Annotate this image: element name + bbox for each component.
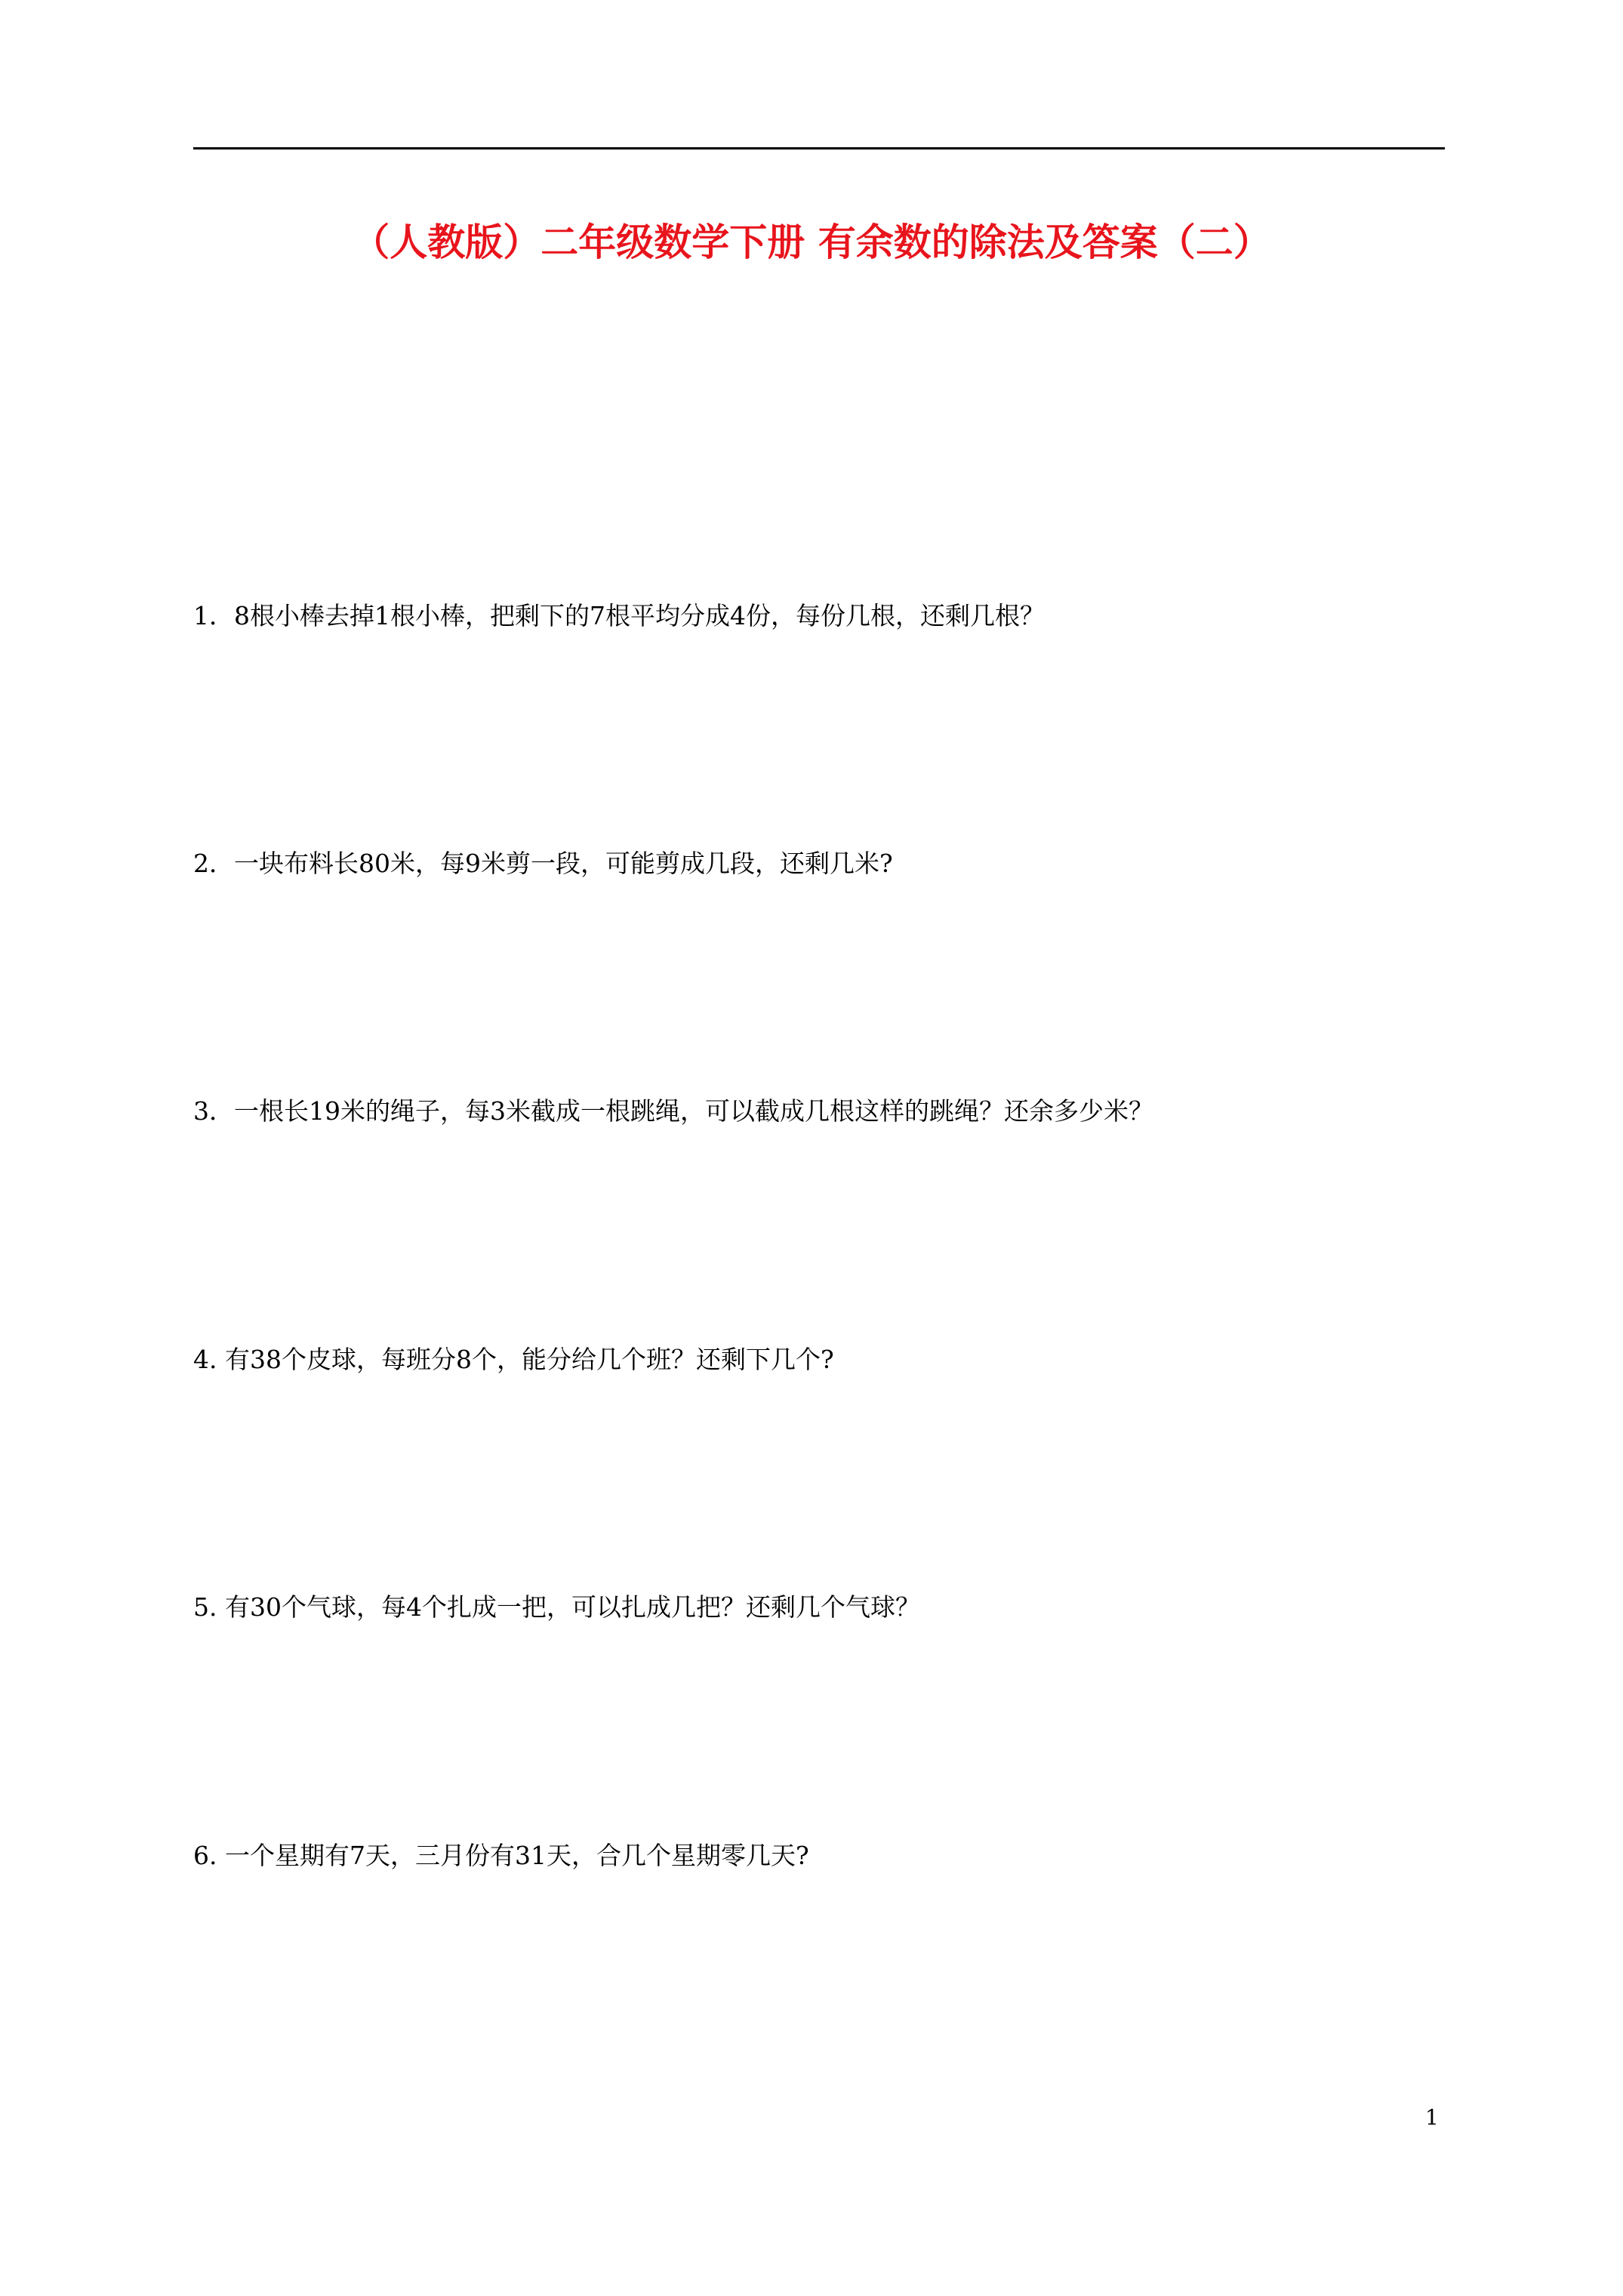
question-number: 6. bbox=[193, 1841, 225, 1870]
question-text: 8根小棒去掉1根小棒，把剩下的7根平均分成4份，每份几根，还剩几根？ bbox=[234, 601, 1045, 630]
header-rule bbox=[193, 147, 1445, 149]
page-number: 1 bbox=[1425, 2105, 1439, 2130]
question-1 bbox=[193, 599, 1045, 633]
question-number: 1． bbox=[193, 601, 234, 630]
question-text: 一根长19米的绳子，每3米截成一根跳绳，可以截成几根这样的跳绳？还余多少米？ bbox=[234, 1096, 1153, 1126]
question-number: 5. bbox=[193, 1592, 225, 1622]
document-title: （人教版）二年级数学下册 有余数的除法及答案（二） bbox=[352, 220, 1271, 264]
question-number: 2． bbox=[193, 849, 234, 878]
question-2 bbox=[193, 846, 893, 881]
question-text: 一块布料长80米，每9米剪一段，可能剪成几段，还剩几米? bbox=[234, 849, 893, 878]
question-3 bbox=[193, 1094, 1153, 1129]
question-text: 有38个皮球，每班分8个，能分给几个班？还剩下几个? bbox=[224, 1345, 834, 1374]
question-5 bbox=[193, 1590, 920, 1625]
question-6 bbox=[193, 1838, 809, 1873]
question-number: 3． bbox=[193, 1096, 234, 1126]
question-4 bbox=[193, 1342, 834, 1377]
question-text: 一个星期有7天，三月份有31天，合几个星期零几天? bbox=[224, 1841, 809, 1870]
question-text: 有30个气球，每4个扎成一把，可以扎成几把？还剩几个气球？ bbox=[224, 1592, 920, 1622]
question-number: 4. bbox=[193, 1345, 225, 1374]
